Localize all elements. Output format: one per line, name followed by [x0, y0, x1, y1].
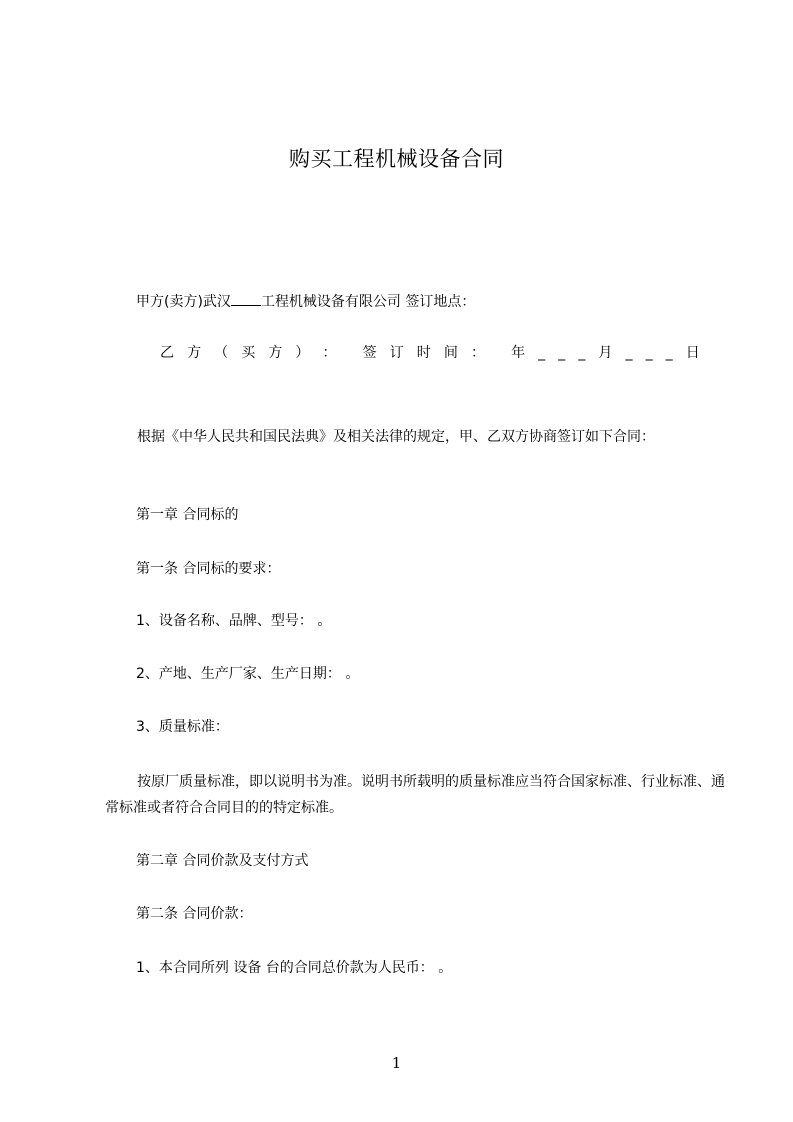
party-b-char: 买	[241, 345, 256, 361]
document-title: 购买工程机械设备合同	[289, 147, 504, 171]
party-b-char: 订	[389, 345, 404, 361]
party-b-char: 月	[598, 345, 613, 361]
item-quality-standard: 3、质量标准：	[136, 719, 229, 735]
party-a-suffix: 工程机械设备有限公司 签订地点：	[260, 294, 476, 310]
party-b-char: ：	[322, 345, 337, 361]
party-b-char: 日	[685, 345, 700, 361]
intro-paragraph: 根据《中华人民共和国民法典》及相关法律的规定，甲、乙双方协商签订如下合同：	[137, 429, 655, 445]
quality-paragraph: 按原厂质量标准，即以说明书为准。说明书所载明的质量标准应当符合国家标准、行业标准、通常标准或者符合合同目的的特定标准。	[105, 774, 725, 816]
chapter-2-heading: 第二章 合同价款及支付方式	[136, 853, 309, 869]
party-a-line	[136, 291, 475, 312]
article-1-heading: 第一条 合同标的要求：	[136, 561, 281, 577]
party-b-char: _	[665, 345, 673, 361]
party-b-char: ：	[470, 345, 485, 361]
party-b-char: 乙	[160, 345, 174, 361]
item-total-price: 1、本合同所列 设备 台的合同总价款为人民币： 。	[136, 960, 453, 976]
party-b-char: 方	[187, 345, 202, 361]
party-b-char: 年	[511, 345, 526, 361]
item-origin: 2、产地、生产厂家、生产日期： 。	[136, 666, 360, 682]
party-b-line	[160, 343, 700, 363]
party-b-char: 方	[268, 345, 283, 361]
party-b-char: 签	[362, 345, 377, 361]
chapter-1-heading: 第一章 合同标的	[136, 507, 239, 523]
party-b-char: （	[214, 345, 229, 361]
party-b-char: _	[538, 345, 546, 361]
party-a-prefix: 甲方(卖方)武汉	[136, 294, 231, 310]
party-b-char: _	[625, 345, 633, 361]
party-b-char: _	[578, 345, 586, 361]
item-equipment-name: 1、设备名称、品牌、型号： 。	[136, 613, 332, 629]
party-b-char: _	[558, 345, 566, 361]
party-b-char: ）	[295, 345, 310, 361]
party-b-char: 时	[416, 345, 431, 361]
page-number: 1	[391, 1054, 402, 1072]
article-2-heading: 第二条 合同价款：	[136, 906, 253, 922]
party-b-char: 间	[443, 345, 458, 361]
party-a-blank	[231, 291, 261, 306]
party-b-char: _	[645, 345, 653, 361]
